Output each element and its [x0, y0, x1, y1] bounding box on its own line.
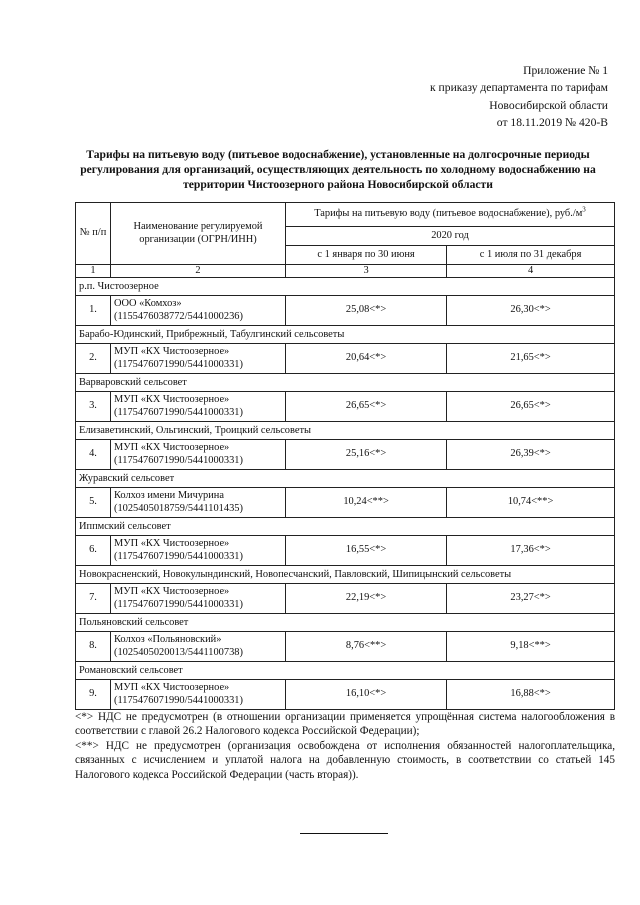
area-name: Журавский сельсовет — [76, 470, 615, 488]
tariff-period1: 25,08<*> — [286, 296, 447, 326]
column-index: 3 — [286, 265, 447, 278]
organization-name: МУП «КХ Чистоозерное» — [114, 538, 230, 549]
area-row — [76, 566, 615, 584]
tariff-period1: 10,24<**> — [286, 488, 447, 518]
table-row — [76, 680, 615, 710]
footnotes — [75, 710, 615, 782]
column-index: 1 — [76, 265, 111, 278]
tariff-table — [75, 202, 615, 710]
appendix-label: Приложение № 1 — [523, 64, 608, 77]
tariff-period1: 8,76<**> — [286, 632, 447, 662]
tariff-period2: 26,39<*> — [447, 440, 615, 470]
column-index: 4 — [447, 265, 615, 278]
footnote-vat-simplified: <*> НДС не предусмотрен (в отношении организации применяется упрощённая система налогообложения в соответствии с главой 26.2 Налогового кодекса Российской Федерации); — [75, 711, 615, 738]
organization-ids: (1175476071990/5441000331) — [114, 598, 243, 610]
organization-ids: (1155476038772/5441000236) — [114, 310, 243, 322]
table-row — [76, 584, 615, 614]
organization-name: МУП «КХ Чистоозерное» — [114, 346, 230, 357]
tariff-period2: 26,65<*> — [447, 392, 615, 422]
organization-ids: (1025405020013/5441100738) — [114, 646, 243, 658]
area-row — [76, 614, 615, 632]
table-row — [76, 392, 615, 422]
order-reference: к приказу департамента по тарифам — [430, 81, 608, 95]
table-row — [76, 488, 615, 518]
table-row — [76, 344, 615, 374]
tariff-period1: 16,10<*> — [286, 680, 447, 710]
tariff-period2: 10,74<**> — [447, 488, 615, 518]
tariff-unit-exponent: 3 — [582, 205, 586, 214]
organization-ids: (1175476071990/5441000331) — [114, 550, 243, 562]
organization-name: МУП «КХ Чистоозерное» — [114, 442, 230, 453]
area-name: Иппмский сельсовет — [76, 518, 615, 536]
column-header-period2: с 1 июля по 31 декабря — [447, 246, 615, 265]
organization-cell — [111, 632, 286, 662]
organization-name: Колхоз «Польяновский» — [114, 634, 222, 645]
organization-name: Колхоз имени Мичурина — [114, 490, 224, 501]
organization-cell — [111, 296, 286, 326]
tariff-period2: 17,36<*> — [447, 536, 615, 566]
row-number: 4. — [76, 440, 111, 470]
organization-cell — [111, 344, 286, 374]
table-row — [76, 440, 615, 470]
area-name: Барабо-Юдинский, Прибрежный, Табулгинский сельсоветы — [76, 326, 615, 344]
region-name: Новосибирской области — [489, 98, 608, 112]
tariff-period1: 22,19<*> — [286, 584, 447, 614]
footnote-vat-exempt: <**> НДС не предусмотрен (организация освобождена от исполнения обязанностей налогоплательщика, связанных с исчислением и уплатой налога на добавленную стоимость, в соответствии со статьей 145 Налогового кодекса Российской Федерации (часть вторая)). — [75, 739, 615, 781]
column-header-period1: с 1 января по 30 июня — [286, 246, 447, 265]
organization-cell — [111, 680, 286, 710]
tariff-period2: 23,27<*> — [447, 584, 615, 614]
organization-ids: (1175476071990/5441000331) — [114, 358, 243, 370]
tariff-period1: 20,64<*> — [286, 344, 447, 374]
tariff-period1: 25,16<*> — [286, 440, 447, 470]
organization-cell — [111, 488, 286, 518]
area-name: Польяновский сельсовет — [76, 614, 615, 632]
row-number: 6. — [76, 536, 111, 566]
organization-cell — [111, 392, 286, 422]
row-number: 8. — [76, 632, 111, 662]
end-divider — [300, 833, 388, 834]
area-row — [76, 470, 615, 488]
organization-name: МУП «КХ Чистоозерное» — [114, 586, 230, 597]
organization-name: МУП «КХ Чистоозерное» — [114, 682, 230, 693]
area-row — [76, 374, 615, 392]
organization-cell — [111, 536, 286, 566]
row-number: 9. — [76, 680, 111, 710]
row-number: 3. — [76, 392, 111, 422]
document-header — [430, 62, 608, 132]
row-number: 7. — [76, 584, 111, 614]
order-date: от 18.11.2019 № 420-В — [496, 116, 608, 130]
tariff-period2: 16,88<*> — [447, 680, 615, 710]
organization-ids: (1025405018759/5441101435) — [114, 502, 243, 514]
document-title: Тарифы на питьевую воду (питьевое водоснабжение), установленные на долгосрочные периоды регулирования для организаций, осуществляющих деятельность по холодному водоснабжению на территории Чистоозерного района Новосибирской области — [80, 148, 596, 192]
table-row — [76, 632, 615, 662]
organization-cell — [111, 440, 286, 470]
area-row — [76, 662, 615, 680]
row-number: 2. — [76, 344, 111, 374]
column-index: 2 — [111, 265, 286, 278]
column-header-number: № п/п — [76, 203, 111, 265]
area-name: р.п. Чистоозерное — [76, 278, 615, 296]
tariff-header-text: Тарифы на питьевую воду (питьевое водоснабжение), руб./м — [314, 208, 583, 220]
organization-name: ООО «Комхоз» — [114, 298, 182, 309]
area-name: Елизаветинский, Ольгинский, Троицкий сельсоветы — [76, 422, 615, 440]
table-row — [76, 536, 615, 566]
column-header-year: 2020 год — [286, 227, 615, 246]
tariff-period2: 9,18<**> — [447, 632, 615, 662]
column-header-tariff — [286, 203, 615, 227]
tariff-period2: 26,30<*> — [447, 296, 615, 326]
area-row — [76, 278, 615, 296]
tariff-period2: 21,65<*> — [447, 344, 615, 374]
table-row — [76, 296, 615, 326]
organization-cell — [111, 584, 286, 614]
area-name: Варваровский сельсовет — [76, 374, 615, 392]
area-name: Романовский сельсовет — [76, 662, 615, 680]
tariff-period1: 26,65<*> — [286, 392, 447, 422]
area-row — [76, 518, 615, 536]
area-row — [76, 422, 615, 440]
organization-ids: (1175476071990/5441000331) — [114, 406, 243, 418]
organization-ids: (1175476071990/5441000331) — [114, 454, 243, 466]
row-number: 5. — [76, 488, 111, 518]
area-name: Новокрасненский, Новокулындинский, Новопесчанский, Павловский, Шипицынский сельсоветы — [76, 566, 615, 584]
row-number: 1. — [76, 296, 111, 326]
area-row — [76, 326, 615, 344]
organization-ids: (1175476071990/5441000331) — [114, 694, 243, 706]
tariff-period1: 16,55<*> — [286, 536, 447, 566]
organization-name: МУП «КХ Чистоозерное» — [114, 394, 230, 405]
column-header-organization: Наименование регулируемой организации (ОГРН/ИНН) — [111, 203, 286, 265]
